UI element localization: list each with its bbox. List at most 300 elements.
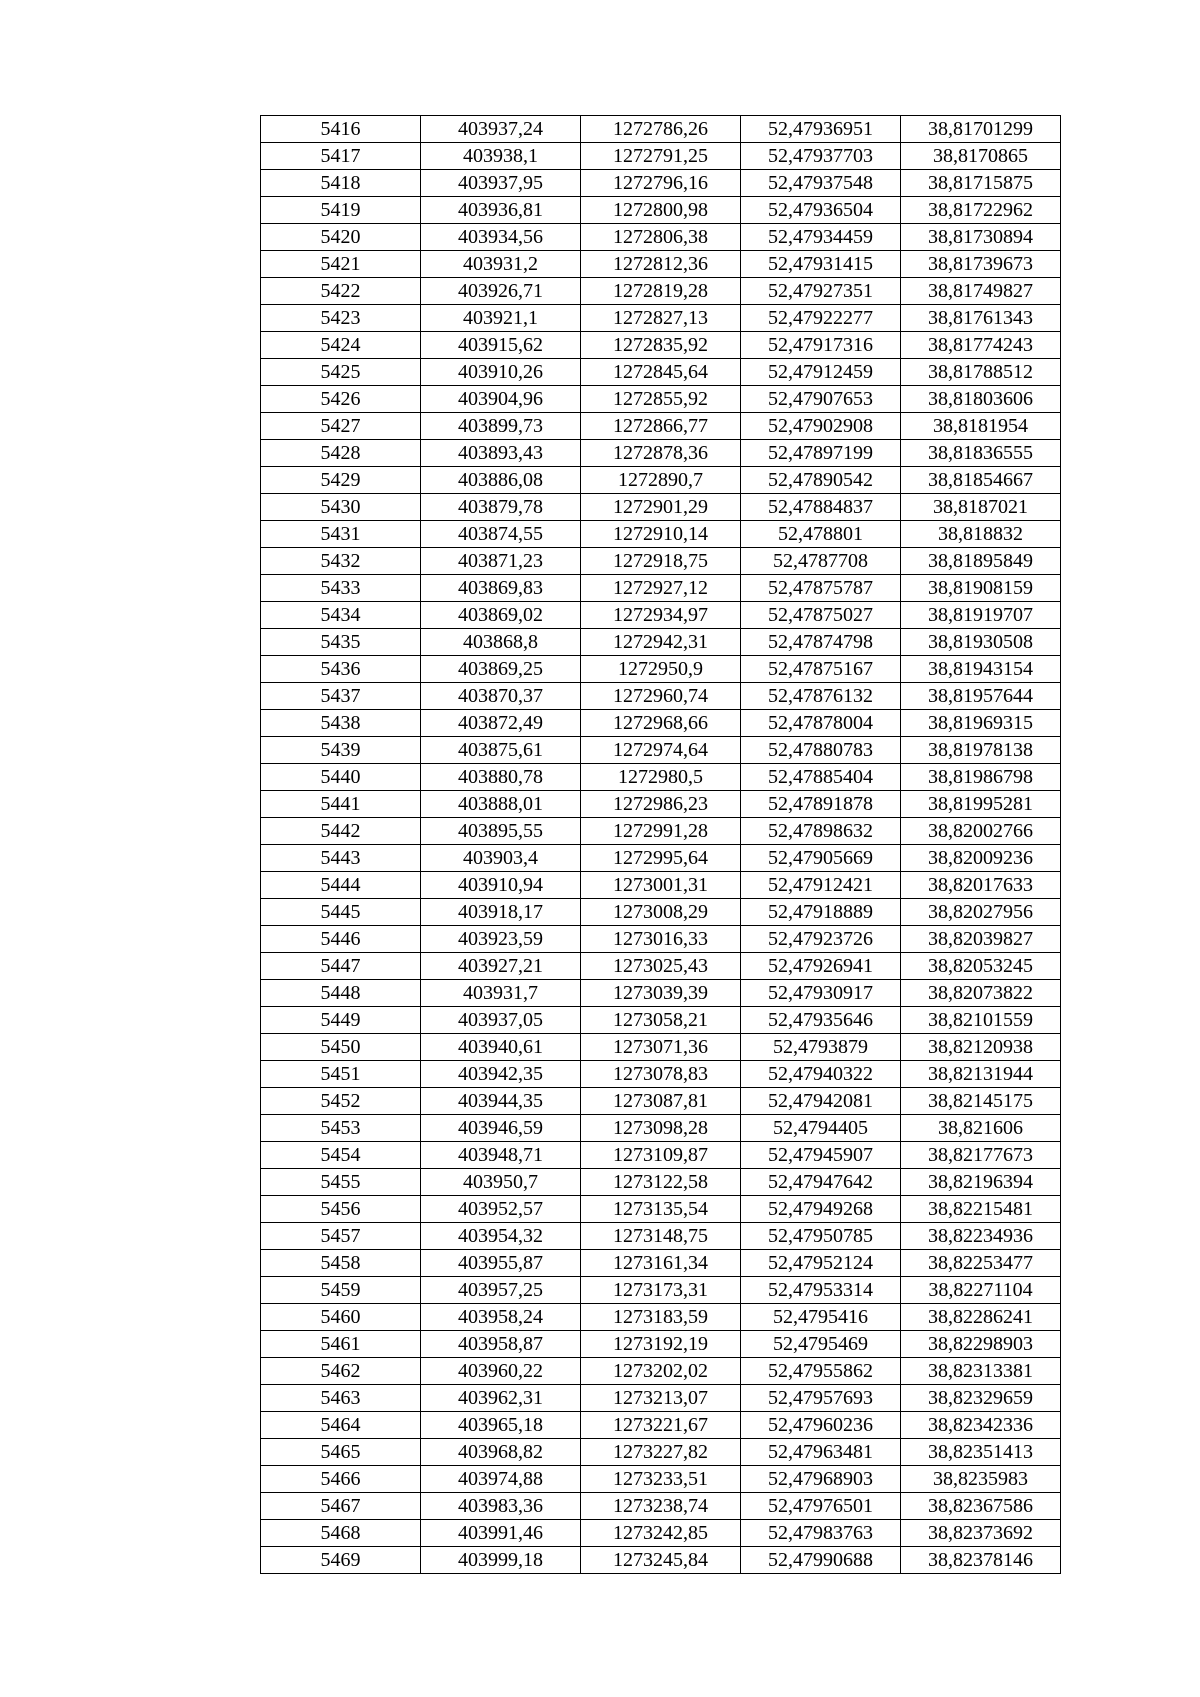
point-number-cell: 5457 — [261, 1223, 421, 1250]
longitude-cell: 38,81978138 — [901, 737, 1061, 764]
y-coordinate-cell: 1272950,9 — [581, 656, 741, 683]
latitude-cell: 52,47923726 — [741, 926, 901, 953]
x-coordinate-cell: 403965,18 — [421, 1412, 581, 1439]
x-coordinate-cell: 403950,7 — [421, 1169, 581, 1196]
longitude-cell: 38,81854667 — [901, 467, 1061, 494]
point-number-cell: 5427 — [261, 413, 421, 440]
y-coordinate-cell: 1273233,51 — [581, 1466, 741, 1493]
x-coordinate-cell: 403931,2 — [421, 251, 581, 278]
x-coordinate-cell: 403954,32 — [421, 1223, 581, 1250]
y-coordinate-cell: 1272995,64 — [581, 845, 741, 872]
longitude-cell: 38,81919707 — [901, 602, 1061, 629]
point-number-cell: 5458 — [261, 1250, 421, 1277]
table-row — [261, 1520, 1061, 1547]
longitude-cell: 38,81701299 — [901, 116, 1061, 143]
x-coordinate-cell: 403999,18 — [421, 1547, 581, 1574]
latitude-cell: 52,47968903 — [741, 1466, 901, 1493]
latitude-cell: 52,47885404 — [741, 764, 901, 791]
longitude-cell: 38,82215481 — [901, 1196, 1061, 1223]
point-number-cell: 5444 — [261, 872, 421, 899]
table-row — [261, 1061, 1061, 1088]
table-row — [261, 872, 1061, 899]
x-coordinate-cell: 403879,78 — [421, 494, 581, 521]
y-coordinate-cell: 1272806,38 — [581, 224, 741, 251]
point-number-cell: 5452 — [261, 1088, 421, 1115]
latitude-cell: 52,47931415 — [741, 251, 901, 278]
table-row — [261, 791, 1061, 818]
longitude-cell: 38,81761343 — [901, 305, 1061, 332]
latitude-cell: 52,47905669 — [741, 845, 901, 872]
table-row — [261, 251, 1061, 278]
x-coordinate-cell: 403944,35 — [421, 1088, 581, 1115]
latitude-cell: 52,47897199 — [741, 440, 901, 467]
table-row — [261, 1304, 1061, 1331]
table-row — [261, 1547, 1061, 1574]
point-number-cell: 5449 — [261, 1007, 421, 1034]
point-number-cell: 5446 — [261, 926, 421, 953]
table-row — [261, 980, 1061, 1007]
point-number-cell: 5461 — [261, 1331, 421, 1358]
latitude-cell: 52,47950785 — [741, 1223, 901, 1250]
point-number-cell: 5465 — [261, 1439, 421, 1466]
latitude-cell: 52,47934459 — [741, 224, 901, 251]
latitude-cell: 52,47955862 — [741, 1358, 901, 1385]
latitude-cell: 52,47937548 — [741, 170, 901, 197]
latitude-cell: 52,47912421 — [741, 872, 901, 899]
y-coordinate-cell: 1273192,19 — [581, 1331, 741, 1358]
point-number-cell: 5459 — [261, 1277, 421, 1304]
y-coordinate-cell: 1273202,02 — [581, 1358, 741, 1385]
table-row — [261, 575, 1061, 602]
table-row — [261, 1196, 1061, 1223]
longitude-cell: 38,82234936 — [901, 1223, 1061, 1250]
latitude-cell: 52,47891878 — [741, 791, 901, 818]
latitude-cell: 52,47880783 — [741, 737, 901, 764]
longitude-cell: 38,82027956 — [901, 899, 1061, 926]
y-coordinate-cell: 1273245,84 — [581, 1547, 741, 1574]
point-number-cell: 5453 — [261, 1115, 421, 1142]
y-coordinate-cell: 1273122,58 — [581, 1169, 741, 1196]
y-coordinate-cell: 1273078,83 — [581, 1061, 741, 1088]
longitude-cell: 38,82342336 — [901, 1412, 1061, 1439]
latitude-cell: 52,47917316 — [741, 332, 901, 359]
y-coordinate-cell: 1272974,64 — [581, 737, 741, 764]
longitude-cell: 38,81930508 — [901, 629, 1061, 656]
x-coordinate-cell: 403910,26 — [421, 359, 581, 386]
longitude-cell: 38,82196394 — [901, 1169, 1061, 1196]
longitude-cell: 38,81969315 — [901, 710, 1061, 737]
table-row — [261, 116, 1061, 143]
x-coordinate-cell: 403910,94 — [421, 872, 581, 899]
point-number-cell: 5456 — [261, 1196, 421, 1223]
longitude-cell: 38,82253477 — [901, 1250, 1061, 1277]
y-coordinate-cell: 1273039,39 — [581, 980, 741, 1007]
point-number-cell: 5454 — [261, 1142, 421, 1169]
table-row — [261, 1493, 1061, 1520]
latitude-cell: 52,47945907 — [741, 1142, 901, 1169]
point-number-cell: 5468 — [261, 1520, 421, 1547]
x-coordinate-cell: 403923,59 — [421, 926, 581, 953]
longitude-cell: 38,81788512 — [901, 359, 1061, 386]
point-number-cell: 5447 — [261, 953, 421, 980]
y-coordinate-cell: 1273008,29 — [581, 899, 741, 926]
table-row — [261, 1466, 1061, 1493]
latitude-cell: 52,47898632 — [741, 818, 901, 845]
table-row — [261, 683, 1061, 710]
x-coordinate-cell: 403893,43 — [421, 440, 581, 467]
point-number-cell: 5467 — [261, 1493, 421, 1520]
y-coordinate-cell: 1272918,75 — [581, 548, 741, 575]
x-coordinate-cell: 403937,95 — [421, 170, 581, 197]
x-coordinate-cell: 403958,87 — [421, 1331, 581, 1358]
point-number-cell: 5432 — [261, 548, 421, 575]
latitude-cell: 52,47874798 — [741, 629, 901, 656]
latitude-cell: 52,47902908 — [741, 413, 901, 440]
point-number-cell: 5430 — [261, 494, 421, 521]
y-coordinate-cell: 1272791,25 — [581, 143, 741, 170]
latitude-cell: 52,4787708 — [741, 548, 901, 575]
x-coordinate-cell: 403874,55 — [421, 521, 581, 548]
x-coordinate-cell: 403872,49 — [421, 710, 581, 737]
x-coordinate-cell: 403926,71 — [421, 278, 581, 305]
longitude-cell: 38,81803606 — [901, 386, 1061, 413]
x-coordinate-cell: 403974,88 — [421, 1466, 581, 1493]
point-number-cell: 5466 — [261, 1466, 421, 1493]
y-coordinate-cell: 1273227,82 — [581, 1439, 741, 1466]
point-number-cell: 5442 — [261, 818, 421, 845]
longitude-cell: 38,8181954 — [901, 413, 1061, 440]
table-row — [261, 386, 1061, 413]
latitude-cell: 52,47957693 — [741, 1385, 901, 1412]
y-coordinate-cell: 1272991,28 — [581, 818, 741, 845]
table-row — [261, 467, 1061, 494]
table-row — [261, 845, 1061, 872]
table-row — [261, 656, 1061, 683]
x-coordinate-cell: 403938,1 — [421, 143, 581, 170]
longitude-cell: 38,82073822 — [901, 980, 1061, 1007]
point-number-cell: 5443 — [261, 845, 421, 872]
x-coordinate-cell: 403940,61 — [421, 1034, 581, 1061]
latitude-cell: 52,47875027 — [741, 602, 901, 629]
coordinates-table — [260, 115, 1061, 1574]
table-row — [261, 413, 1061, 440]
latitude-cell: 52,4794405 — [741, 1115, 901, 1142]
longitude-cell: 38,82002766 — [901, 818, 1061, 845]
longitude-cell: 38,82271104 — [901, 1277, 1061, 1304]
longitude-cell: 38,81995281 — [901, 791, 1061, 818]
point-number-cell: 5419 — [261, 197, 421, 224]
table-row — [261, 197, 1061, 224]
longitude-cell: 38,8170865 — [901, 143, 1061, 170]
point-number-cell: 5429 — [261, 467, 421, 494]
longitude-cell: 38,81722962 — [901, 197, 1061, 224]
point-number-cell: 5462 — [261, 1358, 421, 1385]
table-row — [261, 224, 1061, 251]
x-coordinate-cell: 403934,56 — [421, 224, 581, 251]
table-row — [261, 440, 1061, 467]
table-row — [261, 521, 1061, 548]
longitude-cell: 38,82298903 — [901, 1331, 1061, 1358]
point-number-cell: 5451 — [261, 1061, 421, 1088]
y-coordinate-cell: 1273025,43 — [581, 953, 741, 980]
latitude-cell: 52,47935646 — [741, 1007, 901, 1034]
longitude-cell: 38,82053245 — [901, 953, 1061, 980]
x-coordinate-cell: 403931,7 — [421, 980, 581, 1007]
latitude-cell: 52,4793879 — [741, 1034, 901, 1061]
point-number-cell: 5460 — [261, 1304, 421, 1331]
y-coordinate-cell: 1272910,14 — [581, 521, 741, 548]
latitude-cell: 52,47876132 — [741, 683, 901, 710]
y-coordinate-cell: 1273071,36 — [581, 1034, 741, 1061]
table-row — [261, 1115, 1061, 1142]
x-coordinate-cell: 403962,31 — [421, 1385, 581, 1412]
longitude-cell: 38,81715875 — [901, 170, 1061, 197]
latitude-cell: 52,47926941 — [741, 953, 901, 980]
latitude-cell: 52,47922277 — [741, 305, 901, 332]
x-coordinate-cell: 403921,1 — [421, 305, 581, 332]
latitude-cell: 52,47952124 — [741, 1250, 901, 1277]
longitude-cell: 38,82101559 — [901, 1007, 1061, 1034]
y-coordinate-cell: 1272878,36 — [581, 440, 741, 467]
x-coordinate-cell: 403870,37 — [421, 683, 581, 710]
point-number-cell: 5422 — [261, 278, 421, 305]
x-coordinate-cell: 403937,05 — [421, 1007, 581, 1034]
point-number-cell: 5417 — [261, 143, 421, 170]
x-coordinate-cell: 403904,96 — [421, 386, 581, 413]
point-number-cell: 5425 — [261, 359, 421, 386]
longitude-cell: 38,82329659 — [901, 1385, 1061, 1412]
x-coordinate-cell: 403871,23 — [421, 548, 581, 575]
y-coordinate-cell: 1273087,81 — [581, 1088, 741, 1115]
x-coordinate-cell: 403915,62 — [421, 332, 581, 359]
longitude-cell: 38,82145175 — [901, 1088, 1061, 1115]
longitude-cell: 38,81739673 — [901, 251, 1061, 278]
x-coordinate-cell: 403899,73 — [421, 413, 581, 440]
latitude-cell: 52,47875787 — [741, 575, 901, 602]
point-number-cell: 5431 — [261, 521, 421, 548]
table-row — [261, 1385, 1061, 1412]
longitude-cell: 38,821606 — [901, 1115, 1061, 1142]
y-coordinate-cell: 1273242,85 — [581, 1520, 741, 1547]
table-row — [261, 1007, 1061, 1034]
longitude-cell: 38,82039827 — [901, 926, 1061, 953]
longitude-cell: 38,8187021 — [901, 494, 1061, 521]
point-number-cell: 5445 — [261, 899, 421, 926]
point-number-cell: 5418 — [261, 170, 421, 197]
x-coordinate-cell: 403869,02 — [421, 602, 581, 629]
x-coordinate-cell: 403888,01 — [421, 791, 581, 818]
y-coordinate-cell: 1272986,23 — [581, 791, 741, 818]
point-number-cell: 5464 — [261, 1412, 421, 1439]
point-number-cell: 5426 — [261, 386, 421, 413]
latitude-cell: 52,47907653 — [741, 386, 901, 413]
x-coordinate-cell: 403952,57 — [421, 1196, 581, 1223]
table-row — [261, 710, 1061, 737]
x-coordinate-cell: 403895,55 — [421, 818, 581, 845]
table-row — [261, 494, 1061, 521]
x-coordinate-cell: 403968,82 — [421, 1439, 581, 1466]
x-coordinate-cell: 403991,46 — [421, 1520, 581, 1547]
point-number-cell: 5428 — [261, 440, 421, 467]
table-row — [261, 818, 1061, 845]
y-coordinate-cell: 1273058,21 — [581, 1007, 741, 1034]
x-coordinate-cell: 403983,36 — [421, 1493, 581, 1520]
point-number-cell: 5437 — [261, 683, 421, 710]
latitude-cell: 52,47936504 — [741, 197, 901, 224]
point-number-cell: 5424 — [261, 332, 421, 359]
longitude-cell: 38,81749827 — [901, 278, 1061, 305]
x-coordinate-cell: 403927,21 — [421, 953, 581, 980]
table-row — [261, 602, 1061, 629]
table-row — [261, 1034, 1061, 1061]
y-coordinate-cell: 1273213,07 — [581, 1385, 741, 1412]
x-coordinate-cell: 403875,61 — [421, 737, 581, 764]
latitude-cell: 52,47878004 — [741, 710, 901, 737]
y-coordinate-cell: 1273173,31 — [581, 1277, 741, 1304]
y-coordinate-cell: 1272819,28 — [581, 278, 741, 305]
y-coordinate-cell: 1273238,74 — [581, 1493, 741, 1520]
table-row — [261, 1088, 1061, 1115]
y-coordinate-cell: 1272927,12 — [581, 575, 741, 602]
latitude-cell: 52,47953314 — [741, 1277, 901, 1304]
table-row — [261, 629, 1061, 656]
longitude-cell: 38,81730894 — [901, 224, 1061, 251]
longitude-cell: 38,82373692 — [901, 1520, 1061, 1547]
y-coordinate-cell: 1272800,98 — [581, 197, 741, 224]
table-row — [261, 1439, 1061, 1466]
table-row — [261, 1331, 1061, 1358]
x-coordinate-cell: 403937,24 — [421, 116, 581, 143]
longitude-cell: 38,82120938 — [901, 1034, 1061, 1061]
longitude-cell: 38,8235983 — [901, 1466, 1061, 1493]
point-number-cell: 5434 — [261, 602, 421, 629]
point-number-cell: 5448 — [261, 980, 421, 1007]
table-row — [261, 278, 1061, 305]
x-coordinate-cell: 403942,35 — [421, 1061, 581, 1088]
table-row — [261, 737, 1061, 764]
y-coordinate-cell: 1272855,92 — [581, 386, 741, 413]
y-coordinate-cell: 1273221,67 — [581, 1412, 741, 1439]
longitude-cell: 38,82177673 — [901, 1142, 1061, 1169]
longitude-cell: 38,81957644 — [901, 683, 1061, 710]
x-coordinate-cell: 403960,22 — [421, 1358, 581, 1385]
y-coordinate-cell: 1273161,34 — [581, 1250, 741, 1277]
latitude-cell: 52,47927351 — [741, 278, 901, 305]
longitude-cell: 38,81986798 — [901, 764, 1061, 791]
longitude-cell: 38,82367586 — [901, 1493, 1061, 1520]
latitude-cell: 52,47942081 — [741, 1088, 901, 1115]
longitude-cell: 38,82378146 — [901, 1547, 1061, 1574]
table-row — [261, 548, 1061, 575]
latitude-cell: 52,478801 — [741, 521, 901, 548]
point-number-cell: 5441 — [261, 791, 421, 818]
point-number-cell: 5439 — [261, 737, 421, 764]
y-coordinate-cell: 1272980,5 — [581, 764, 741, 791]
table-row — [261, 359, 1061, 386]
x-coordinate-cell: 403903,4 — [421, 845, 581, 872]
point-number-cell: 5416 — [261, 116, 421, 143]
latitude-cell: 52,47936951 — [741, 116, 901, 143]
y-coordinate-cell: 1272845,64 — [581, 359, 741, 386]
y-coordinate-cell: 1273135,54 — [581, 1196, 741, 1223]
longitude-cell: 38,82009236 — [901, 845, 1061, 872]
latitude-cell: 52,47884837 — [741, 494, 901, 521]
y-coordinate-cell: 1273109,87 — [581, 1142, 741, 1169]
point-number-cell: 5436 — [261, 656, 421, 683]
latitude-cell: 52,47976501 — [741, 1493, 901, 1520]
longitude-cell: 38,81836555 — [901, 440, 1061, 467]
y-coordinate-cell: 1273148,75 — [581, 1223, 741, 1250]
table-row — [261, 1223, 1061, 1250]
y-coordinate-cell: 1272890,7 — [581, 467, 741, 494]
point-number-cell: 5455 — [261, 1169, 421, 1196]
longitude-cell: 38,82017633 — [901, 872, 1061, 899]
latitude-cell: 52,47918889 — [741, 899, 901, 926]
x-coordinate-cell: 403918,17 — [421, 899, 581, 926]
y-coordinate-cell: 1272960,74 — [581, 683, 741, 710]
latitude-cell: 52,47990688 — [741, 1547, 901, 1574]
point-number-cell: 5423 — [261, 305, 421, 332]
y-coordinate-cell: 1272786,26 — [581, 116, 741, 143]
table-row — [261, 764, 1061, 791]
table-row — [261, 1250, 1061, 1277]
point-number-cell: 5450 — [261, 1034, 421, 1061]
y-coordinate-cell: 1272934,97 — [581, 602, 741, 629]
latitude-cell: 52,47930917 — [741, 980, 901, 1007]
y-coordinate-cell: 1273098,28 — [581, 1115, 741, 1142]
y-coordinate-cell: 1273183,59 — [581, 1304, 741, 1331]
longitude-cell: 38,81774243 — [901, 332, 1061, 359]
y-coordinate-cell: 1273001,31 — [581, 872, 741, 899]
x-coordinate-cell: 403886,08 — [421, 467, 581, 494]
table-row — [261, 1169, 1061, 1196]
y-coordinate-cell: 1272812,36 — [581, 251, 741, 278]
point-number-cell: 5421 — [261, 251, 421, 278]
point-number-cell: 5433 — [261, 575, 421, 602]
table-row — [261, 305, 1061, 332]
table-row — [261, 170, 1061, 197]
x-coordinate-cell: 403936,81 — [421, 197, 581, 224]
longitude-cell: 38,82313381 — [901, 1358, 1061, 1385]
x-coordinate-cell: 403869,83 — [421, 575, 581, 602]
longitude-cell: 38,818832 — [901, 521, 1061, 548]
y-coordinate-cell: 1272796,16 — [581, 170, 741, 197]
x-coordinate-cell: 403946,59 — [421, 1115, 581, 1142]
longitude-cell: 38,82286241 — [901, 1304, 1061, 1331]
latitude-cell: 52,4795416 — [741, 1304, 901, 1331]
latitude-cell: 52,47912459 — [741, 359, 901, 386]
y-coordinate-cell: 1272866,77 — [581, 413, 741, 440]
latitude-cell: 52,47937703 — [741, 143, 901, 170]
table-row — [261, 1277, 1061, 1304]
y-coordinate-cell: 1272835,92 — [581, 332, 741, 359]
longitude-cell: 38,82131944 — [901, 1061, 1061, 1088]
latitude-cell: 52,47890542 — [741, 467, 901, 494]
point-number-cell: 5463 — [261, 1385, 421, 1412]
latitude-cell: 52,4795469 — [741, 1331, 901, 1358]
y-coordinate-cell: 1273016,33 — [581, 926, 741, 953]
latitude-cell: 52,47875167 — [741, 656, 901, 683]
x-coordinate-cell: 403948,71 — [421, 1142, 581, 1169]
point-number-cell: 5420 — [261, 224, 421, 251]
latitude-cell: 52,47983763 — [741, 1520, 901, 1547]
longitude-cell: 38,81943154 — [901, 656, 1061, 683]
table-row — [261, 926, 1061, 953]
table-row — [261, 899, 1061, 926]
point-number-cell: 5469 — [261, 1547, 421, 1574]
latitude-cell: 52,47949268 — [741, 1196, 901, 1223]
x-coordinate-cell: 403880,78 — [421, 764, 581, 791]
